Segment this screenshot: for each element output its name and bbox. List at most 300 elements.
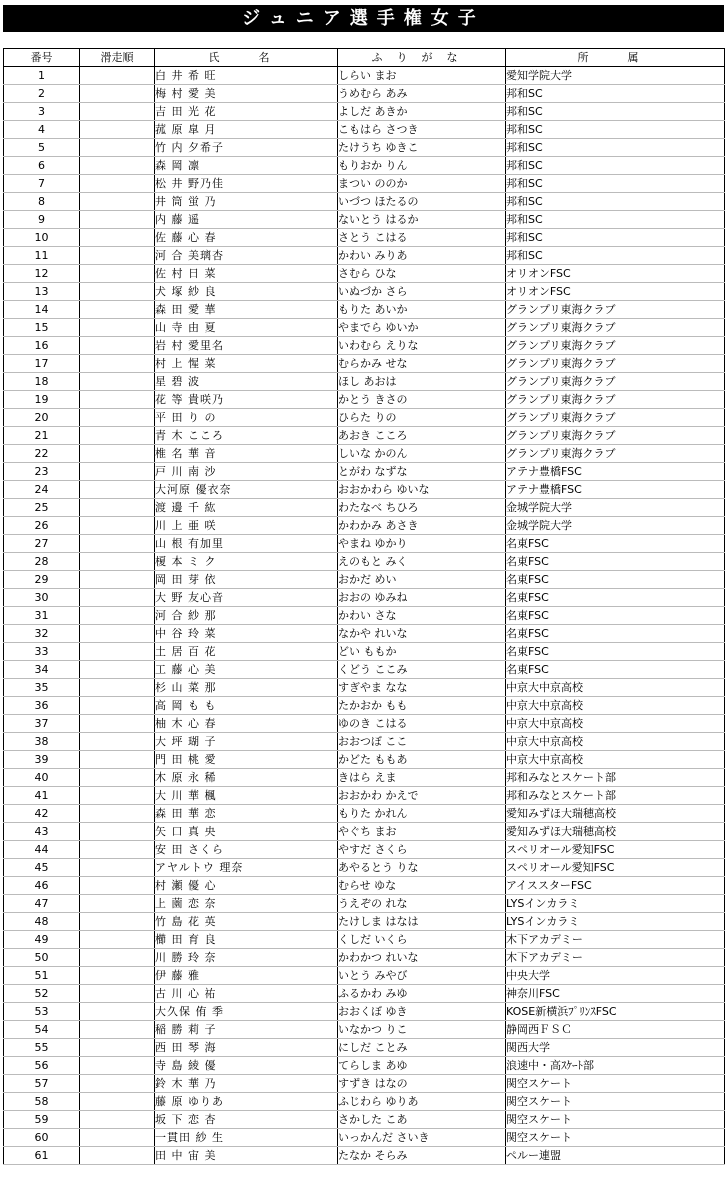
entry-number: 18 bbox=[4, 373, 80, 391]
table-row bbox=[4, 1129, 725, 1147]
table-row bbox=[4, 859, 725, 877]
entry-number: 50 bbox=[4, 949, 80, 967]
table-row bbox=[4, 355, 725, 373]
skating-order bbox=[80, 481, 155, 499]
entry-number: 11 bbox=[4, 247, 80, 265]
athlete-club: 邦和みなとスケート部 bbox=[506, 769, 725, 787]
athlete-club: 邦和SC bbox=[506, 229, 725, 247]
athlete-furigana: やまね ゆかり bbox=[338, 535, 506, 553]
athlete-name: 吉 田 光 花 bbox=[155, 103, 338, 121]
skating-order bbox=[80, 607, 155, 625]
athlete-club: グランプリ東海クラブ bbox=[506, 409, 725, 427]
athlete-club: 浪速中・高ｽｹｰﾄ部 bbox=[506, 1057, 725, 1075]
athlete-name: 犬 塚 紗 良 bbox=[155, 283, 338, 301]
table-row bbox=[4, 247, 725, 265]
header-name: 氏 名 bbox=[155, 49, 338, 67]
athlete-name: 川 上 亜 咲 bbox=[155, 517, 338, 535]
athlete-furigana: さかした こあ bbox=[338, 1111, 506, 1129]
table-row bbox=[4, 499, 725, 517]
table-row bbox=[4, 1021, 725, 1039]
athlete-name: 岡 田 芽 依 bbox=[155, 571, 338, 589]
athlete-furigana: おおかわら ゆいな bbox=[338, 481, 506, 499]
athlete-furigana: ふるかわ みゆ bbox=[338, 985, 506, 1003]
athlete-club: 邦和SC bbox=[506, 121, 725, 139]
athlete-club: 邦和みなとスケート部 bbox=[506, 787, 725, 805]
athlete-name: 椎 名 華 音 bbox=[155, 445, 338, 463]
skating-order bbox=[80, 1147, 155, 1165]
table-body bbox=[4, 67, 725, 1165]
entry-number: 34 bbox=[4, 661, 80, 679]
skating-order bbox=[80, 319, 155, 337]
entry-number: 22 bbox=[4, 445, 80, 463]
skating-order bbox=[80, 625, 155, 643]
table-row bbox=[4, 193, 725, 211]
skating-order bbox=[80, 895, 155, 913]
athlete-furigana: ゆのき こはる bbox=[338, 715, 506, 733]
athlete-name: 柚 木 心 春 bbox=[155, 715, 338, 733]
athlete-club: グランプリ東海クラブ bbox=[506, 391, 725, 409]
athlete-furigana: あやるとう りな bbox=[338, 859, 506, 877]
athlete-club: 中京大中京高校 bbox=[506, 733, 725, 751]
athlete-club: 邦和SC bbox=[506, 175, 725, 193]
table-row bbox=[4, 715, 725, 733]
table-row bbox=[4, 1075, 725, 1093]
table-row bbox=[4, 283, 725, 301]
entry-number: 47 bbox=[4, 895, 80, 913]
skating-order bbox=[80, 427, 155, 445]
athlete-club: KOSE新横浜ﾌﾟﾘﾝｽFSC bbox=[506, 1003, 725, 1021]
athlete-name: 渡 邊 千 紘 bbox=[155, 499, 338, 517]
athlete-furigana: かとう きさの bbox=[338, 391, 506, 409]
skating-order bbox=[80, 697, 155, 715]
table-row bbox=[4, 121, 725, 139]
table-row bbox=[4, 697, 725, 715]
skating-order bbox=[80, 1129, 155, 1147]
table-row bbox=[4, 769, 725, 787]
athlete-name: 森 田 華 恋 bbox=[155, 805, 338, 823]
athlete-name: 戸 川 南 沙 bbox=[155, 463, 338, 481]
athlete-name: 高 岡 も も bbox=[155, 697, 338, 715]
athlete-name: アヤルトウ 理奈 bbox=[155, 859, 338, 877]
entry-number: 2 bbox=[4, 85, 80, 103]
table-row bbox=[4, 751, 725, 769]
athlete-furigana: なかや れいな bbox=[338, 625, 506, 643]
athlete-club: 名東FSC bbox=[506, 607, 725, 625]
athlete-club: 名東FSC bbox=[506, 643, 725, 661]
athlete-club: 邦和SC bbox=[506, 85, 725, 103]
entry-number: 41 bbox=[4, 787, 80, 805]
athlete-name: 竹 島 花 英 bbox=[155, 913, 338, 931]
skating-order bbox=[80, 373, 155, 391]
skating-order bbox=[80, 553, 155, 571]
athlete-name: 杉 山 菜 那 bbox=[155, 679, 338, 697]
table-row bbox=[4, 805, 725, 823]
table-row bbox=[4, 85, 725, 103]
entry-number: 52 bbox=[4, 985, 80, 1003]
skating-order bbox=[80, 139, 155, 157]
athlete-club: 名東FSC bbox=[506, 661, 725, 679]
athlete-furigana: えのもと みく bbox=[338, 553, 506, 571]
athlete-club: グランプリ東海クラブ bbox=[506, 319, 725, 337]
table-row bbox=[4, 967, 725, 985]
athlete-furigana: たけうち ゆきこ bbox=[338, 139, 506, 157]
table-row bbox=[4, 571, 725, 589]
athlete-name: 鈴 木 華 乃 bbox=[155, 1075, 338, 1093]
athlete-furigana: むらせ ゆな bbox=[338, 877, 506, 895]
athlete-club: 中京大中京高校 bbox=[506, 697, 725, 715]
athlete-furigana: しらい まお bbox=[338, 67, 506, 85]
entry-number: 49 bbox=[4, 931, 80, 949]
entry-number: 7 bbox=[4, 175, 80, 193]
table-row bbox=[4, 337, 725, 355]
athlete-furigana: いづつ ほたるの bbox=[338, 193, 506, 211]
athlete-club: 金城学院大学 bbox=[506, 499, 725, 517]
entry-number: 3 bbox=[4, 103, 80, 121]
skating-order bbox=[80, 661, 155, 679]
athlete-furigana: かわい みりあ bbox=[338, 247, 506, 265]
athlete-furigana: ほし あおは bbox=[338, 373, 506, 391]
entry-number: 37 bbox=[4, 715, 80, 733]
entry-number: 54 bbox=[4, 1021, 80, 1039]
skating-order bbox=[80, 535, 155, 553]
skating-order bbox=[80, 571, 155, 589]
skating-order bbox=[80, 769, 155, 787]
athlete-name: 森 岡 凛 bbox=[155, 157, 338, 175]
athlete-club: 邦和SC bbox=[506, 193, 725, 211]
header-furigana: ふりがな bbox=[338, 49, 506, 67]
entry-number: 21 bbox=[4, 427, 80, 445]
entry-number: 4 bbox=[4, 121, 80, 139]
athlete-club: 名東FSC bbox=[506, 553, 725, 571]
skating-order bbox=[80, 931, 155, 949]
athlete-name: 山 寺 由 夏 bbox=[155, 319, 338, 337]
athlete-name: 稲 勝 莉 子 bbox=[155, 1021, 338, 1039]
athlete-club: グランプリ東海クラブ bbox=[506, 301, 725, 319]
athlete-club: 木下アカデミー bbox=[506, 931, 725, 949]
athlete-club: アテナ豊橋FSC bbox=[506, 463, 725, 481]
athlete-name: 星 碧 波 bbox=[155, 373, 338, 391]
skating-order bbox=[80, 1057, 155, 1075]
table-row bbox=[4, 391, 725, 409]
athlete-furigana: かわかつ れいな bbox=[338, 949, 506, 967]
table-row bbox=[4, 517, 725, 535]
entry-number: 33 bbox=[4, 643, 80, 661]
athlete-club: 木下アカデミー bbox=[506, 949, 725, 967]
athlete-club: オリオンFSC bbox=[506, 265, 725, 283]
athlete-name: 佐 村 日 菜 bbox=[155, 265, 338, 283]
athlete-club: アイススターFSC bbox=[506, 877, 725, 895]
skating-order bbox=[80, 1093, 155, 1111]
athlete-furigana: おおつぼ ここ bbox=[338, 733, 506, 751]
athlete-name: 菰 原 皐 月 bbox=[155, 121, 338, 139]
entry-number: 28 bbox=[4, 553, 80, 571]
athlete-name: 花 等 貴咲乃 bbox=[155, 391, 338, 409]
entry-number: 48 bbox=[4, 913, 80, 931]
athlete-name: 村 瀬 優 心 bbox=[155, 877, 338, 895]
athlete-furigana: もりおか りん bbox=[338, 157, 506, 175]
table-row bbox=[4, 877, 725, 895]
entry-number: 39 bbox=[4, 751, 80, 769]
athlete-club: 名東FSC bbox=[506, 589, 725, 607]
skating-order bbox=[80, 643, 155, 661]
athlete-club: グランプリ東海クラブ bbox=[506, 427, 725, 445]
table-row bbox=[4, 409, 725, 427]
table-row bbox=[4, 895, 725, 913]
entry-number: 55 bbox=[4, 1039, 80, 1057]
athlete-furigana: おおかわ かえで bbox=[338, 787, 506, 805]
athlete-furigana: くどう ここみ bbox=[338, 661, 506, 679]
athlete-club: 邦和SC bbox=[506, 157, 725, 175]
table-row bbox=[4, 661, 725, 679]
entry-number: 13 bbox=[4, 283, 80, 301]
table-row bbox=[4, 301, 725, 319]
table-row bbox=[4, 985, 725, 1003]
skating-order bbox=[80, 67, 155, 85]
table-row bbox=[4, 103, 725, 121]
athlete-club: スペリオール愛知FSC bbox=[506, 841, 725, 859]
athlete-club: 邦和SC bbox=[506, 103, 725, 121]
table-row bbox=[4, 67, 725, 85]
entry-number: 26 bbox=[4, 517, 80, 535]
athlete-club: ペルー連盟 bbox=[506, 1147, 725, 1165]
table-row bbox=[4, 157, 725, 175]
athlete-name: 青 木 こころ bbox=[155, 427, 338, 445]
athlete-furigana: うえぞの れな bbox=[338, 895, 506, 913]
athlete-furigana: あおき こころ bbox=[338, 427, 506, 445]
athlete-club: 静岡西ＦＳＣ bbox=[506, 1021, 725, 1039]
table-row bbox=[4, 427, 725, 445]
table-row bbox=[4, 553, 725, 571]
skating-order bbox=[80, 751, 155, 769]
athlete-club: 愛知みずほ大瑞穂高校 bbox=[506, 823, 725, 841]
entry-number: 19 bbox=[4, 391, 80, 409]
athlete-name: 櫛 田 育 良 bbox=[155, 931, 338, 949]
athlete-club: 愛知学院大学 bbox=[506, 67, 725, 85]
athlete-name: 村 上 惺 菜 bbox=[155, 355, 338, 373]
skating-order bbox=[80, 859, 155, 877]
entry-number: 23 bbox=[4, 463, 80, 481]
athlete-club: LYSインカラミ bbox=[506, 895, 725, 913]
athlete-club: 金城学院大学 bbox=[506, 517, 725, 535]
entry-number: 8 bbox=[4, 193, 80, 211]
skating-order bbox=[80, 877, 155, 895]
skating-order bbox=[80, 463, 155, 481]
table-row bbox=[4, 139, 725, 157]
athlete-club: 名東FSC bbox=[506, 571, 725, 589]
athlete-name: 坂 下 恋 杏 bbox=[155, 1111, 338, 1129]
skating-order bbox=[80, 1111, 155, 1129]
skating-order bbox=[80, 175, 155, 193]
athlete-club: 関空スケート bbox=[506, 1075, 725, 1093]
athlete-name: 内 藤 遥 bbox=[155, 211, 338, 229]
entry-number: 15 bbox=[4, 319, 80, 337]
table-row bbox=[4, 841, 725, 859]
entry-number: 20 bbox=[4, 409, 80, 427]
athlete-club: 中央大学 bbox=[506, 967, 725, 985]
skating-order bbox=[80, 301, 155, 319]
table-row bbox=[4, 1039, 725, 1057]
entry-number: 56 bbox=[4, 1057, 80, 1075]
athlete-furigana: とがわ なずな bbox=[338, 463, 506, 481]
athlete-furigana: かわい さな bbox=[338, 607, 506, 625]
entry-number: 32 bbox=[4, 625, 80, 643]
athlete-club: グランプリ東海クラブ bbox=[506, 445, 725, 463]
athlete-furigana: たけしま はなは bbox=[338, 913, 506, 931]
athlete-furigana: たかおか もも bbox=[338, 697, 506, 715]
athlete-furigana: すぎやま なな bbox=[338, 679, 506, 697]
athlete-club: 関空スケート bbox=[506, 1129, 725, 1147]
table-row bbox=[4, 823, 725, 841]
athlete-club: 関西大学 bbox=[506, 1039, 725, 1057]
entry-number: 51 bbox=[4, 967, 80, 985]
entry-number: 57 bbox=[4, 1075, 80, 1093]
skating-order bbox=[80, 499, 155, 517]
entry-number: 42 bbox=[4, 805, 80, 823]
skating-order bbox=[80, 679, 155, 697]
athlete-furigana: さむら ひな bbox=[338, 265, 506, 283]
document-title: ジュニア選手権女子 bbox=[3, 5, 724, 32]
table-row bbox=[4, 319, 725, 337]
table-row bbox=[4, 931, 725, 949]
athlete-name: 中 谷 玲 菜 bbox=[155, 625, 338, 643]
entry-number: 1 bbox=[4, 67, 80, 85]
entry-number: 14 bbox=[4, 301, 80, 319]
athlete-name: 木 原 永 稀 bbox=[155, 769, 338, 787]
athlete-furigana: おおの ゆみね bbox=[338, 589, 506, 607]
athlete-name: 河 合 紗 那 bbox=[155, 607, 338, 625]
entry-number: 45 bbox=[4, 859, 80, 877]
athlete-club: 名東FSC bbox=[506, 625, 725, 643]
skating-order bbox=[80, 967, 155, 985]
athlete-name: 川 勝 玲 奈 bbox=[155, 949, 338, 967]
entry-number: 38 bbox=[4, 733, 80, 751]
athlete-furigana: てらしま あゆ bbox=[338, 1057, 506, 1075]
athlete-club: 邦和SC bbox=[506, 139, 725, 157]
athlete-club: グランプリ東海クラブ bbox=[506, 355, 725, 373]
header-row bbox=[4, 49, 725, 67]
athlete-club: 中京大中京高校 bbox=[506, 679, 725, 697]
skating-order bbox=[80, 229, 155, 247]
athlete-furigana: いわむら えりな bbox=[338, 337, 506, 355]
table-row bbox=[4, 1003, 725, 1021]
athlete-name: 榎 本 ミ ク bbox=[155, 553, 338, 571]
entry-number: 30 bbox=[4, 589, 80, 607]
athlete-furigana: もりた かれん bbox=[338, 805, 506, 823]
athlete-furigana: くしだ いくら bbox=[338, 931, 506, 949]
athlete-club: 関空スケート bbox=[506, 1093, 725, 1111]
athlete-name: 岩 村 愛里名 bbox=[155, 337, 338, 355]
table-row bbox=[4, 1057, 725, 1075]
table-row bbox=[4, 589, 725, 607]
athlete-furigana: かどた ももあ bbox=[338, 751, 506, 769]
athlete-name: 大 川 華 楓 bbox=[155, 787, 338, 805]
skating-order bbox=[80, 121, 155, 139]
athlete-furigana: にしだ ことみ bbox=[338, 1039, 506, 1057]
athlete-furigana: たなか そらみ bbox=[338, 1147, 506, 1165]
athlete-name: 大 坪 瑚 子 bbox=[155, 733, 338, 751]
skating-order bbox=[80, 85, 155, 103]
athlete-club: グランプリ東海クラブ bbox=[506, 337, 725, 355]
athlete-name: 河 合 美璃杏 bbox=[155, 247, 338, 265]
skating-order bbox=[80, 1039, 155, 1057]
athlete-name: 寺 島 綾 優 bbox=[155, 1057, 338, 1075]
athlete-furigana: やすだ さくら bbox=[338, 841, 506, 859]
athlete-name: 一貫田 紗 生 bbox=[155, 1129, 338, 1147]
table-row bbox=[4, 787, 725, 805]
table-row bbox=[4, 679, 725, 697]
athlete-furigana: どい ももか bbox=[338, 643, 506, 661]
skating-order bbox=[80, 265, 155, 283]
athlete-club: 愛知みずほ大瑞穂高校 bbox=[506, 805, 725, 823]
athlete-name: 梅 村 愛 美 bbox=[155, 85, 338, 103]
athlete-furigana: ないとう はるか bbox=[338, 211, 506, 229]
entry-number: 44 bbox=[4, 841, 80, 859]
athlete-club: 邦和SC bbox=[506, 247, 725, 265]
table-row bbox=[4, 229, 725, 247]
athlete-furigana: わたなべ ちひろ bbox=[338, 499, 506, 517]
entry-number: 16 bbox=[4, 337, 80, 355]
athlete-furigana: きはら えま bbox=[338, 769, 506, 787]
athlete-name: 西 田 琴 海 bbox=[155, 1039, 338, 1057]
entry-number: 9 bbox=[4, 211, 80, 229]
athlete-name: 山 根 有加里 bbox=[155, 535, 338, 553]
skating-order bbox=[80, 517, 155, 535]
skating-order bbox=[80, 337, 155, 355]
athlete-club: 名東FSC bbox=[506, 535, 725, 553]
table-row bbox=[4, 445, 725, 463]
entry-number: 59 bbox=[4, 1111, 80, 1129]
athlete-furigana: ひらた りの bbox=[338, 409, 506, 427]
skating-order bbox=[80, 1075, 155, 1093]
athlete-club: スペリオール愛知FSC bbox=[506, 859, 725, 877]
athlete-name: 矢 口 真 央 bbox=[155, 823, 338, 841]
athlete-name: 大久保 侑 季 bbox=[155, 1003, 338, 1021]
entry-number: 12 bbox=[4, 265, 80, 283]
athlete-furigana: よしだ あきか bbox=[338, 103, 506, 121]
skating-order bbox=[80, 985, 155, 1003]
athlete-club: 神奈川FSC bbox=[506, 985, 725, 1003]
athlete-furigana: うめむら あみ bbox=[338, 85, 506, 103]
skating-order bbox=[80, 445, 155, 463]
athlete-name: 森 田 愛 華 bbox=[155, 301, 338, 319]
table-row bbox=[4, 733, 725, 751]
header-club: 所 属 bbox=[506, 49, 725, 67]
athlete-club: 中京大中京高校 bbox=[506, 715, 725, 733]
entry-number: 5 bbox=[4, 139, 80, 157]
skating-order bbox=[80, 733, 155, 751]
entry-number: 58 bbox=[4, 1093, 80, 1111]
entry-number: 35 bbox=[4, 679, 80, 697]
skating-order bbox=[80, 841, 155, 859]
athlete-name: 大河原 優衣奈 bbox=[155, 481, 338, 499]
athlete-name: 松 井 野乃佳 bbox=[155, 175, 338, 193]
skating-order bbox=[80, 949, 155, 967]
table-row bbox=[4, 607, 725, 625]
table-row bbox=[4, 1147, 725, 1165]
athlete-furigana: おおくぼ ゆき bbox=[338, 1003, 506, 1021]
athlete-name: 上 薗 恋 奈 bbox=[155, 895, 338, 913]
skating-order bbox=[80, 103, 155, 121]
athlete-club: LYSインカラミ bbox=[506, 913, 725, 931]
athlete-furigana: もりた あいか bbox=[338, 301, 506, 319]
athlete-name: 佐 藤 心 春 bbox=[155, 229, 338, 247]
table-row bbox=[4, 481, 725, 499]
athlete-name: 田 中 宙 美 bbox=[155, 1147, 338, 1165]
skating-order bbox=[80, 823, 155, 841]
skating-order bbox=[80, 787, 155, 805]
athlete-name: 平 田 り の bbox=[155, 409, 338, 427]
entry-number: 40 bbox=[4, 769, 80, 787]
